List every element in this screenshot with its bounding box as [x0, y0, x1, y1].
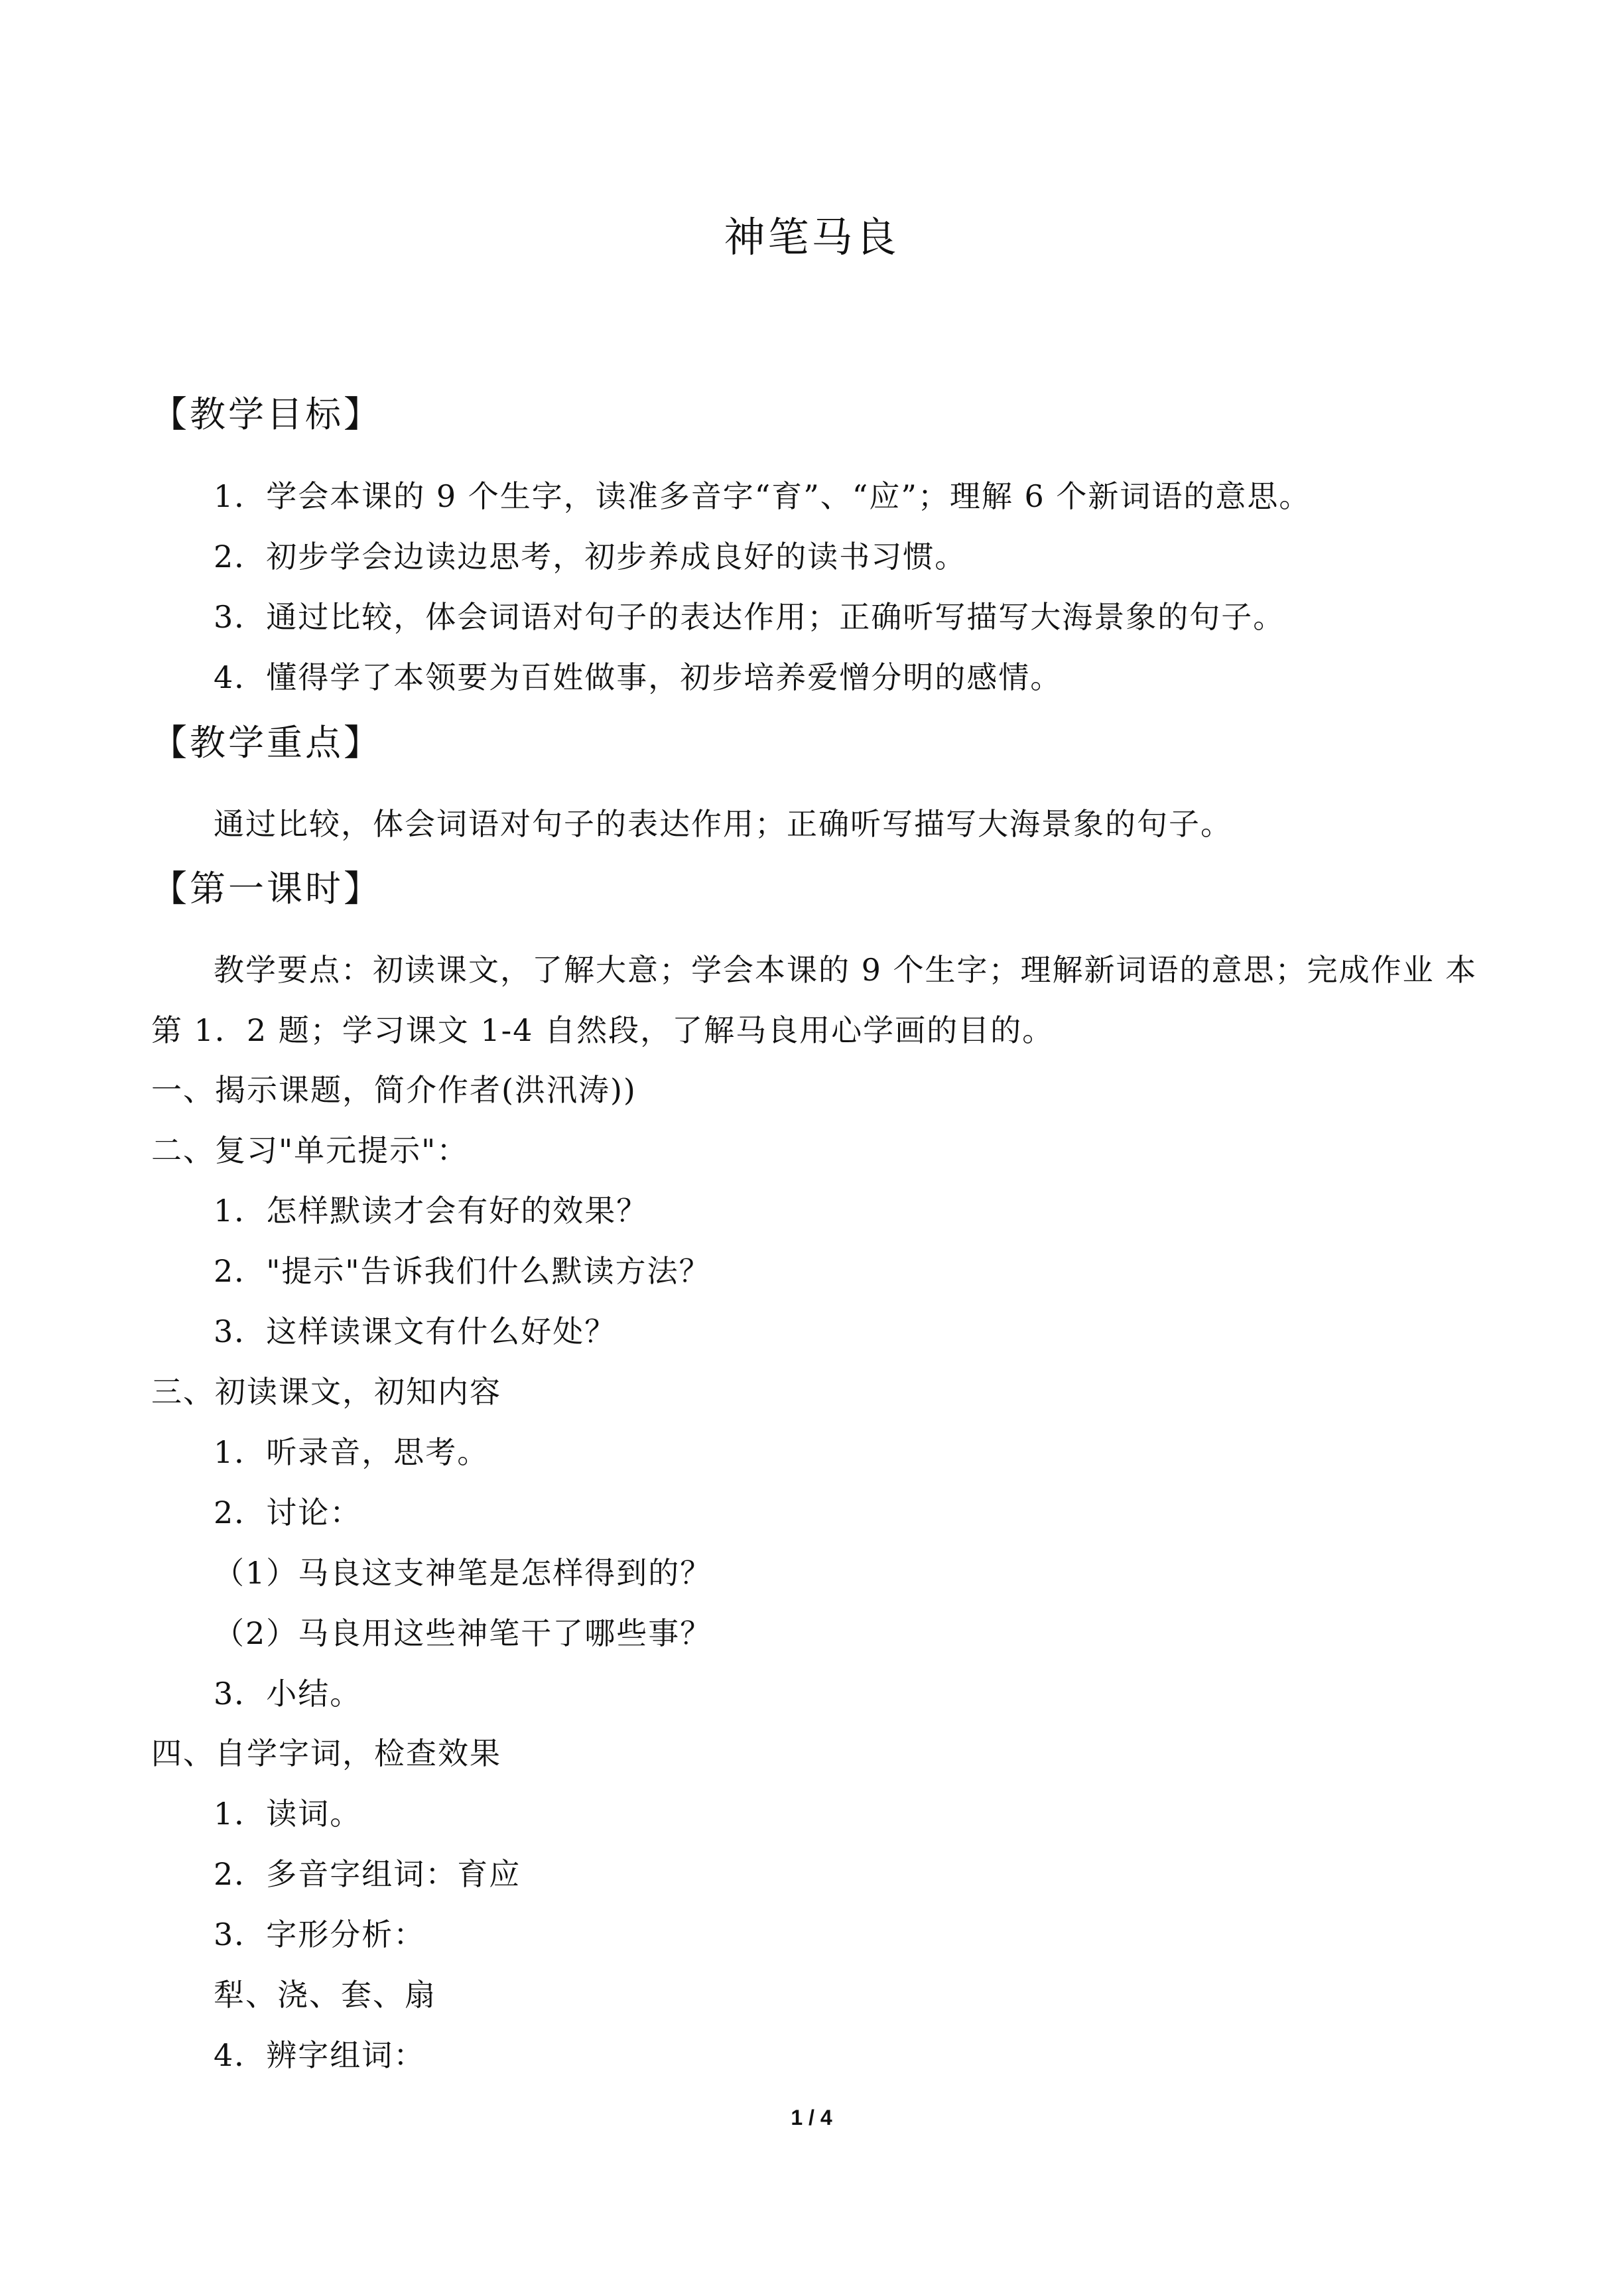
list-item: 2．"提示"告诉我们什么默读方法？	[214, 1253, 711, 1289]
objective-item: 1．学会本课的 9 个生字，读准多音字“育”、“应”；理解 6 个新词语的意思。	[214, 478, 1311, 514]
list-item: 4．辨字组词：	[214, 2037, 426, 2073]
key-points-heading: 【教学重点】	[151, 722, 382, 764]
key-points-text: 通过比较，体会词语对句子的表达作用；正确听写描写大海景象的句子。	[214, 806, 1232, 842]
objective-item: 2．初步学会边读边思考，初步养成良好的读书习惯。	[214, 539, 967, 574]
section-heading: 三、初读课文，初知内容	[151, 1374, 501, 1410]
list-item: 1．读词。	[214, 1796, 362, 1832]
lesson-points-line: 教学要点：初读课文，了解大意；学会本课的 9 个生字；理解新词语的意思；完成作业 本	[214, 952, 1478, 988]
lesson-points-line: 第 1．2 题；学习课文 1-4 自然段，了解马良用心学画的目的。	[151, 1012, 1055, 1048]
list-item: 1．听录音，思考。	[214, 1434, 489, 1470]
section-heading: 一、揭示课题，简介作者(洪汛涛))	[151, 1072, 637, 1108]
section-heading: 四、自学字词，检查效果	[151, 1735, 501, 1771]
list-item: （1）马良这支神笔是怎样得到的？	[214, 1555, 712, 1591]
list-item: 3．小结。	[214, 1676, 362, 1712]
section-heading: 二、复习"单元提示"：	[151, 1132, 469, 1168]
objective-item: 3．通过比较，体会词语对句子的表达作用；正确听写描写大海景象的句子。	[214, 599, 1285, 635]
page-title: 神笔马良	[724, 213, 899, 261]
list-item: （2）马良用这些神笔干了哪些事？	[214, 1615, 712, 1651]
objectives-heading: 【教学目标】	[151, 393, 382, 435]
list-item: 1．怎样默读才会有好的效果？	[214, 1193, 649, 1229]
objective-item: 4．懂得学了本领要为百姓做事，初步培养爱憎分明的感情。	[214, 659, 1063, 695]
list-item: 2．讨论：	[214, 1495, 362, 1530]
lesson-heading: 【第一课时】	[151, 868, 382, 910]
list-item: 2．多音字组词：育应	[214, 1856, 521, 1892]
list-item: 犁、浇、套、扇	[214, 1977, 436, 2013]
list-item: 3．这样读课文有什么好处？	[214, 1314, 617, 1349]
page-number: 1 / 4	[791, 2106, 832, 2129]
list-item: 3．字形分析：	[214, 1917, 426, 1952]
